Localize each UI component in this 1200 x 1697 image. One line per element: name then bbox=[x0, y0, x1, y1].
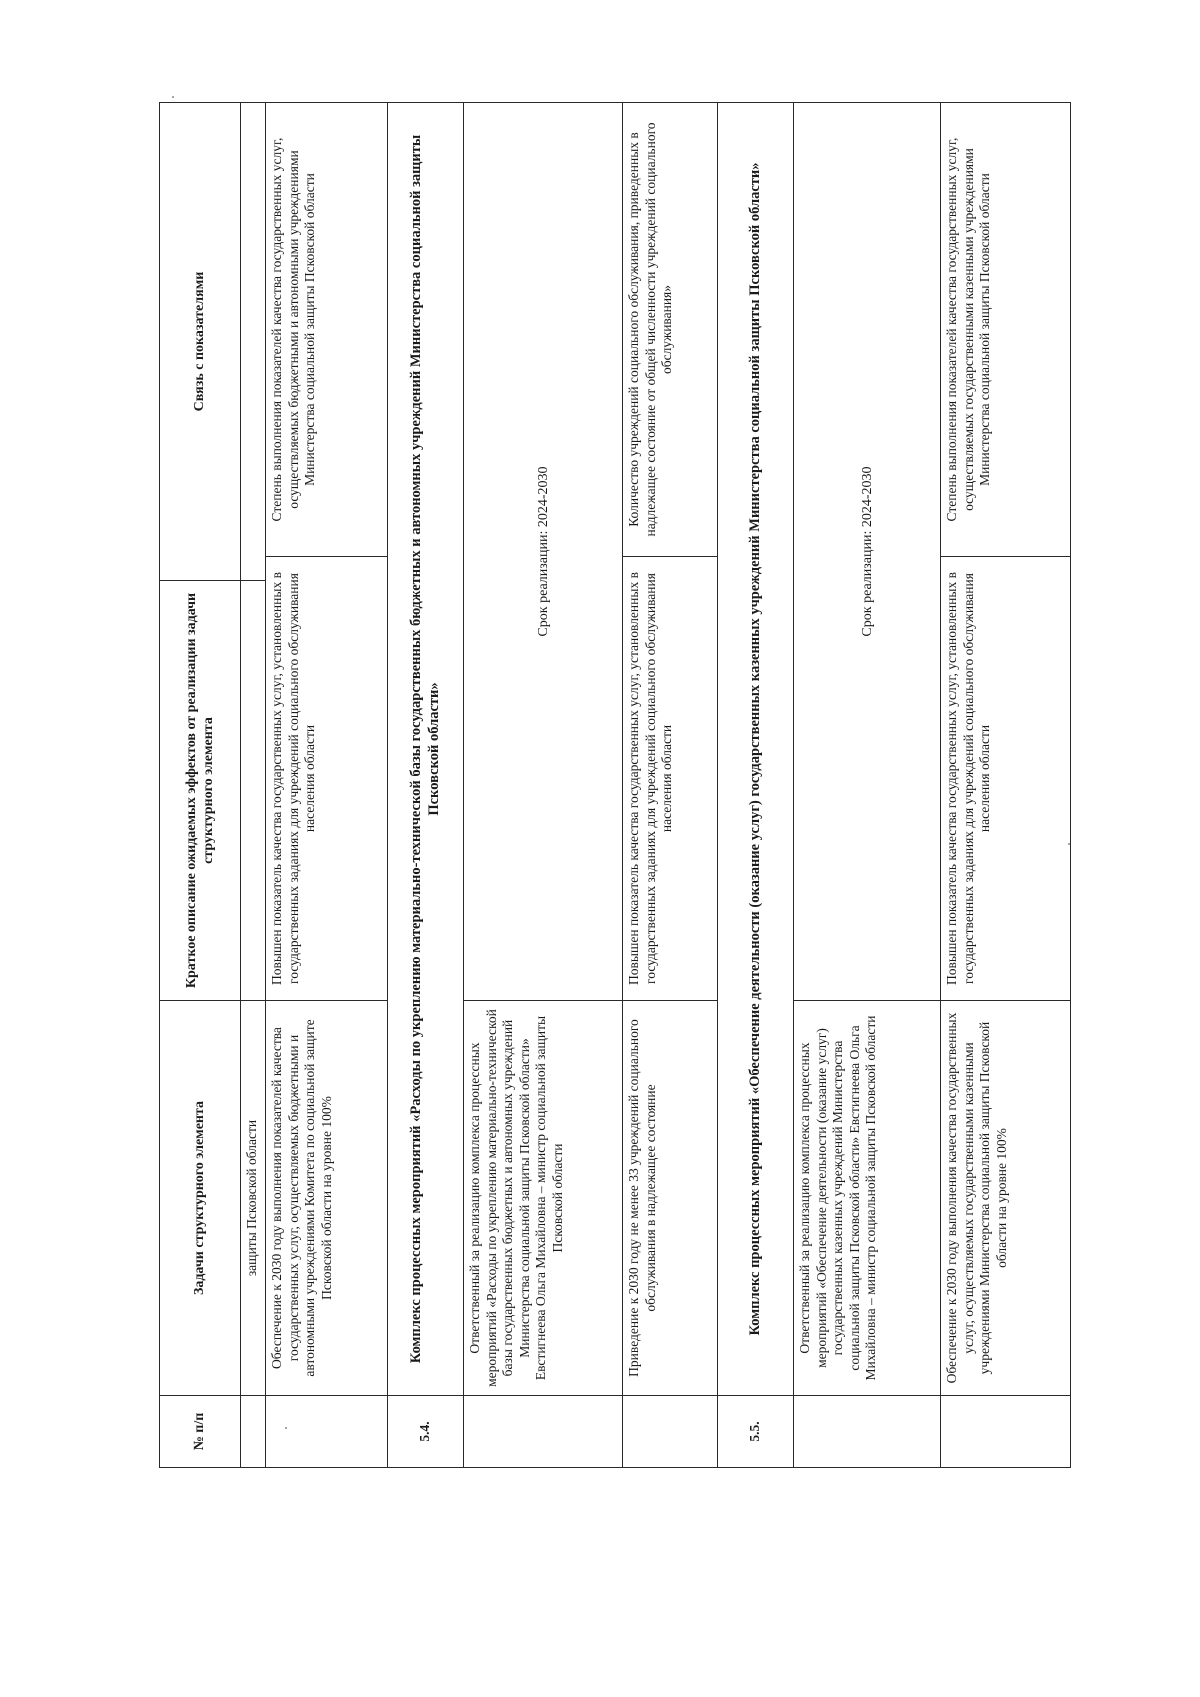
complex-number: 5.4. bbox=[388, 1396, 464, 1468]
responsible-row bbox=[794, 103, 941, 1468]
table-row-task bbox=[623, 103, 718, 1468]
complex-row-5-5 bbox=[718, 103, 794, 1468]
complex-title: Комплекс процессных мероприятий «Обеспечение деятельности (оказание услуг) государственных казенных учреждений Министерства социальной защиты Псковской области» bbox=[718, 103, 794, 1396]
complex-title: Комплекс процессных мероприятий «Расходы по укреплению материально-технической базы государственных бюджетных и автономных учреждений Министерства социальной защиты Псковской области» bbox=[388, 103, 464, 1396]
cell-num bbox=[266, 1396, 388, 1468]
responsible-text: Ответственный за реализацию комплекса процессных мероприятий «Расходы по укреплению материально-технической базы государственных бюджетных и автономных учреждений Министерства социальной защиты Псковской области» Евстигнеева Ольга Михайловна – министр социальной защиты Псковской области bbox=[464, 1001, 623, 1396]
program-table bbox=[159, 102, 1071, 1468]
cell-effects bbox=[240, 581, 266, 1001]
complex-row-5-4 bbox=[388, 103, 464, 1468]
cell-num bbox=[794, 1396, 941, 1468]
table-row-task bbox=[266, 103, 388, 1468]
header-link: Связь с показателями bbox=[160, 103, 241, 581]
implementation-term: Срок реализации: 2024-2030 bbox=[794, 103, 941, 1001]
cell-effects: Повышен показатель качества государственных услуг, установленных в государственных заданиях для учреждений социального обслуживания населения области bbox=[623, 557, 718, 1001]
table-row-task bbox=[941, 103, 1071, 1468]
responsible-row bbox=[464, 103, 623, 1468]
rotated-page-content bbox=[159, 103, 1071, 1468]
header-effects: Краткое описание ожидаемых эффектов от реализации задачи структурного элемента bbox=[160, 581, 241, 1001]
cell-effects: Повышен показатель качества государственных услуг, установленных в государственных заданиях для учреждений социального обслуживания населения области bbox=[266, 557, 388, 1001]
cell-num bbox=[623, 1396, 718, 1468]
cell-num bbox=[941, 1396, 1071, 1468]
cell-num bbox=[464, 1396, 623, 1468]
cell-task: Приведение к 2030 году не менее 33 учреждений социального обслуживания в надлежащее состояние bbox=[623, 1001, 718, 1396]
cell-link: Степень выполнения показателей качества государственных услуг, осуществляемых государственными казенными учреждениями Министерства социальной защиты Псковской области bbox=[941, 103, 1071, 557]
cell-link: Количество учреждений социального обслуживания, приведенных в надлежащее состояние от общей численности учреждений социального обслуживания» bbox=[623, 103, 718, 557]
scan-speck bbox=[172, 96, 174, 98]
implementation-term: Срок реализации: 2024-2030 bbox=[464, 103, 623, 1001]
table-row-continuation bbox=[240, 103, 266, 1468]
cell-num bbox=[240, 1396, 266, 1468]
cell-effects: Повышен показатель качества государственных услуг, установленных в государственных заданиях для учреждений социального обслуживания населения области bbox=[941, 557, 1071, 1001]
cell-link bbox=[240, 103, 266, 581]
cell-link: Степень выполнения показателей качества государственных услуг, осуществляемых бюджетными и автономными учреждениями Министерства социальной защиты Псковской области bbox=[266, 103, 388, 557]
complex-number: 5.5. bbox=[718, 1396, 794, 1468]
responsible-text: Ответственный за реализацию комплекса процессных мероприятий «Обеспечение деятельности (оказание услуг) государственных казенных учреждений Министерства социальной защиты Псковской области» Евстигнеева Ольга Михайловна – министр социальной защиты Псковской области bbox=[794, 1001, 941, 1396]
header-num: № п/п bbox=[160, 1396, 241, 1468]
cell-task: защиты Псковской области bbox=[240, 1001, 266, 1396]
cell-task: Обеспечение к 2030 году выполнения качества государственных услуг, осуществляемых государственными казенными учреждениями Министерства социальной защиты Псковской области на уровне 100% bbox=[941, 1001, 1071, 1396]
cell-task: Обеспечение к 2030 году выполнения показателей качества государственных услуг, осуществляемых бюджетными и автономными учреждениями Комитета по социальной защите Псковской области на уровне 100% bbox=[266, 1001, 388, 1396]
header-task: Задачи структурного элемента bbox=[160, 1001, 241, 1396]
table-header-row bbox=[160, 103, 241, 1468]
